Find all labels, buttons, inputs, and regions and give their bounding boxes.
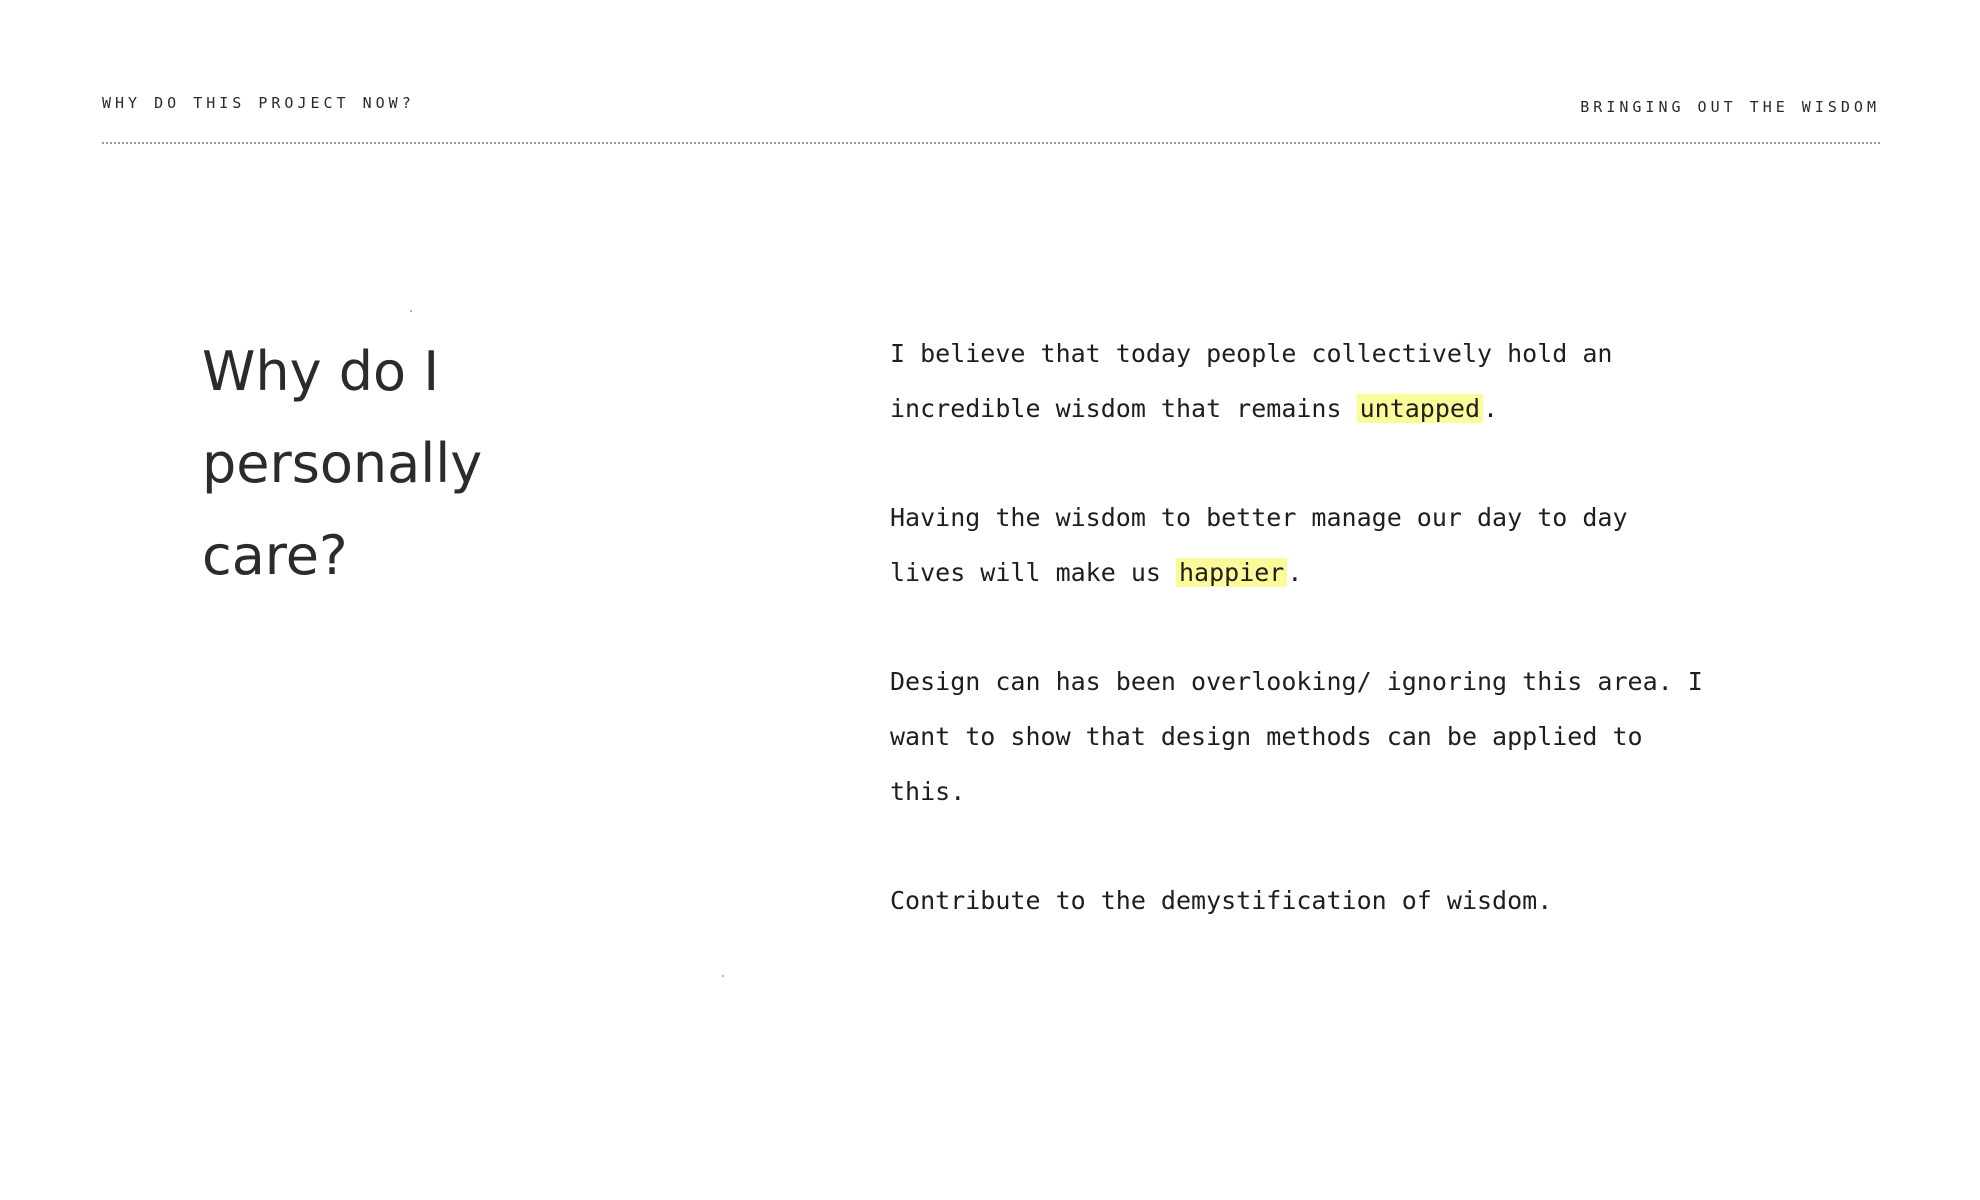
paragraph-4-text: Contribute to the demystification of wisdom. — [890, 886, 1553, 915]
paragraph-4 — [890, 873, 1710, 928]
document-title-label: BRINGING OUT THE WISDOM — [1580, 98, 1880, 116]
paragraph-2 — [890, 490, 1710, 600]
page-header — [102, 94, 1880, 142]
section-label: WHY DO THIS PROJECT NOW? — [102, 94, 415, 112]
dotted-divider — [102, 142, 1880, 144]
paragraph-3-text: Design can has been overlooking/ ignoring this area. I want to show that design methods can be applied to this. — [890, 667, 1703, 806]
scan-speck — [410, 310, 412, 312]
paragraph-1 — [890, 326, 1710, 436]
scan-speck — [722, 975, 724, 977]
highlighted-word-untapped: untapped — [1357, 394, 1483, 423]
paragraph-3 — [890, 654, 1710, 819]
body-text — [890, 326, 1710, 982]
paragraph-2-text: Having the wisdom to better manage our day to day lives will make us — [890, 503, 1628, 587]
paragraph-1-end: . — [1483, 394, 1499, 423]
paragraph-1-text: I believe that today people collectively hold an incredible wisdom that remains — [890, 339, 1613, 423]
paragraph-2-end: . — [1287, 558, 1303, 587]
page-title: Why do I personally care? — [202, 340, 483, 587]
highlighted-word-happier: happier — [1176, 558, 1287, 587]
